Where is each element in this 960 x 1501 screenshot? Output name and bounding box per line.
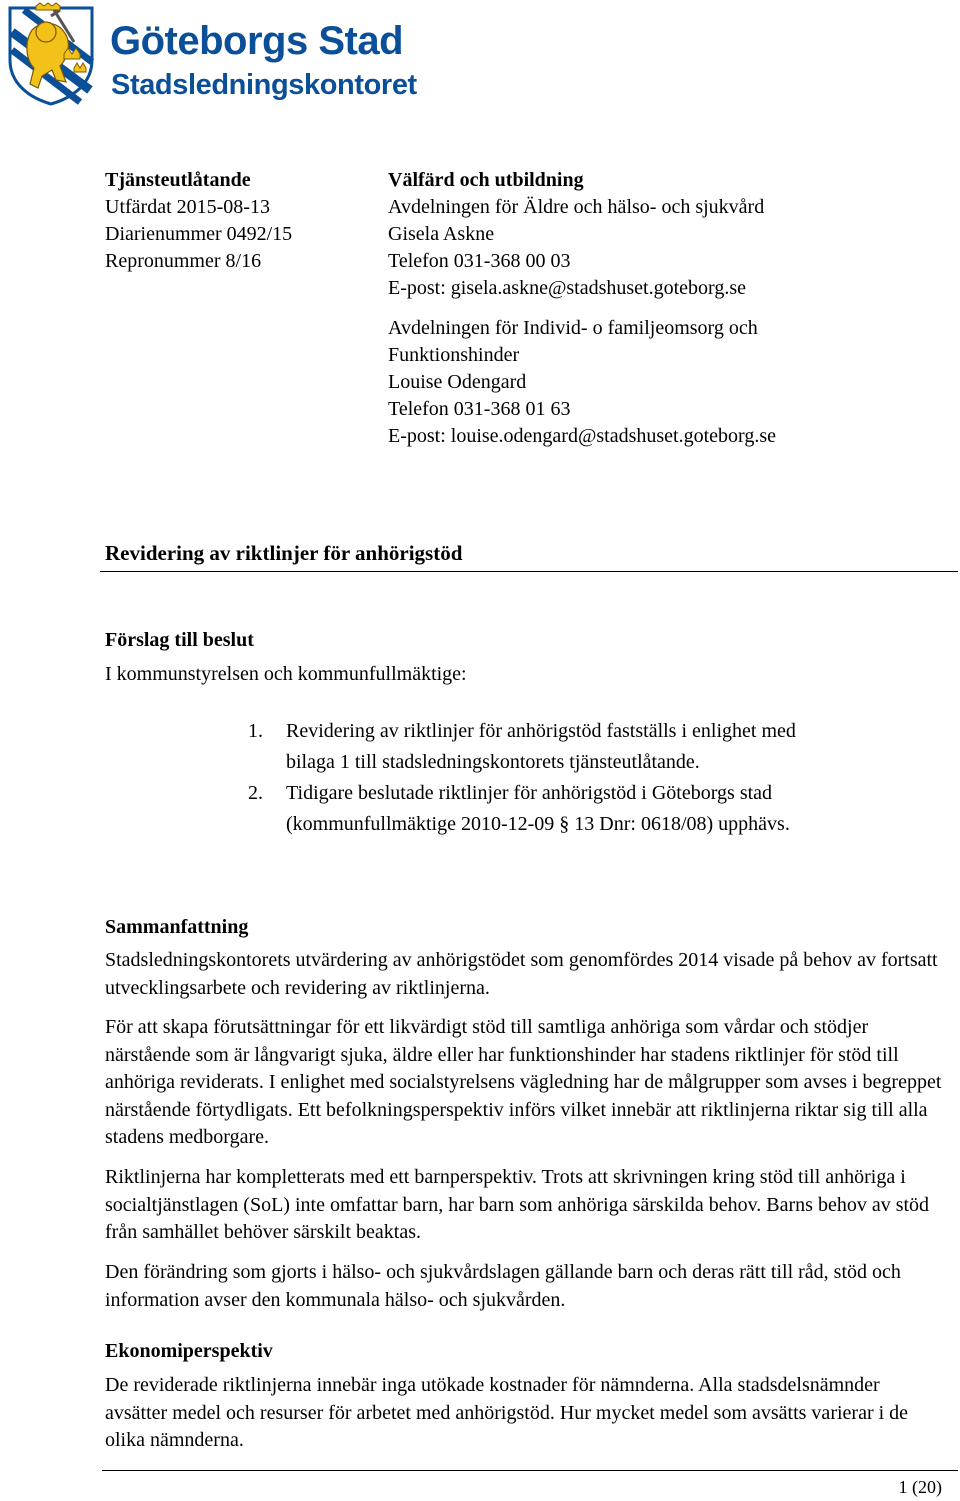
goteborg-coat-of-arms-icon	[2, 2, 100, 106]
contact2-email[interactable]: E-post: louise.odengard@stadshuset.goteborg.se	[388, 425, 776, 447]
summary-paragraph-3: Riktlinjerna har kompletterats med ett barnperspektiv. Trots att skrivningen kring stöd till anhöriga i socialtjänstlagen (SoL) inte omfattar barn, har barn som anhöriga särskilda behov. Barns behov av stöd från samhället behöver särskilt beaktas.	[105, 1166, 930, 1243]
org-name: Göteborgs Stad	[110, 19, 404, 63]
proposal-list	[248, 716, 938, 840]
summary-paragraph-4: Den förändring som gjorts i hälso- och sjukvårdslagen gällande barn och deras rätt till råd, stöd och information avser den kommunala hälso- och sjukvården.	[105, 1261, 901, 1311]
list-item-text: Revidering av riktlinjer för anhörigstöd fastställs i enlighet med	[286, 720, 796, 742]
economy-heading: Ekonomiperspektiv	[105, 1340, 273, 1362]
header-logo	[0, 0, 440, 110]
economy-paragraph: De reviderade riktlinjerna innebär inga utökade kostnader för nämnderna. Alla stadsdelsnämnder avsätter medel och resurser för arbetet med anhörigstöd. Hur mycket medel som avsätts varierar i de olika nämnderna.	[105, 1374, 909, 1451]
diary-number: Diarienummer 0492/15	[105, 223, 293, 245]
summary-heading: Sammanfattning	[105, 916, 249, 938]
contact2-dept-cont: Funktionshinder	[388, 344, 520, 366]
list-item-number: 2.	[248, 782, 263, 804]
contact1-email[interactable]: E-post: gisela.askne@stadshuset.goteborg.se	[388, 277, 746, 299]
footer-divider	[102, 1470, 958, 1471]
proposal-intro: I kommunstyrelsen och kommunfullmäktige:	[105, 663, 467, 685]
contact2-dept: Avdelningen för Individ- o familjeomsorg och	[388, 317, 758, 339]
contact2-phone: Telefon 031-368 01 63	[388, 398, 571, 420]
list-item	[248, 778, 938, 840]
title-divider	[100, 571, 958, 572]
area-heading: Välfärd och utbildning	[388, 169, 584, 191]
contact1-dept: Avdelningen för Äldre och hälso- och sjukvård	[388, 196, 765, 218]
contact2-name: Louise Odengard	[388, 371, 527, 393]
issued-date: Utfärdat 2015-08-13	[105, 196, 270, 218]
contact-block	[388, 167, 776, 450]
list-item	[248, 716, 938, 778]
contact1-phone: Telefon 031-368 00 03	[388, 250, 571, 272]
repro-number: Repronummer 8/16	[105, 250, 262, 272]
org-unit: Stadsledningskontoret	[111, 69, 417, 101]
list-item-text: Tidigare beslutade riktlinjer för anhörigstöd i Göteborgs stad	[286, 782, 773, 804]
list-item-text-cont: bilaga 1 till stadsledningskontorets tjänsteutlåtande.	[286, 751, 700, 773]
doc-type: Tjänsteutlåtande	[105, 169, 251, 191]
contact1-name: Gisela Askne	[388, 223, 495, 245]
proposal-heading: Förslag till beslut	[105, 629, 254, 651]
summary-paragraph-1: Stadsledningskontorets utvärdering av anhörigstödet som genomfördes 2014 visade på behov av fortsatt utvecklingsarbete och revidering av riktlinjerna.	[105, 949, 938, 999]
page-number: 1 (20)	[898, 1477, 942, 1497]
list-item-number: 1.	[248, 720, 263, 742]
document-meta	[105, 167, 292, 275]
summary-paragraph-2: För att skapa förutsättningar för ett likvärdigt stöd till samtliga anhöriga som vårdar och stödjer närstående som är långvarigt sjuka, äldre eller har funktionshinder har stadens riktlinjer för stöd till anhöriga reviderats. I enlighet med socialstyrelsens vägledning har de målgrupper som avses i begreppet närstående förtydligats. Ett befolkningsperspektiv införs vilket innebär att riktlinjerna riktar sig till alla stadens medborgare.	[105, 1016, 942, 1148]
list-item-text-cont: (kommunfullmäktige 2010-12-09 § 13 Dnr: 0618/08) upphävs.	[286, 813, 790, 835]
document-title: Revidering av riktlinjer för anhörigstöd	[105, 541, 463, 565]
